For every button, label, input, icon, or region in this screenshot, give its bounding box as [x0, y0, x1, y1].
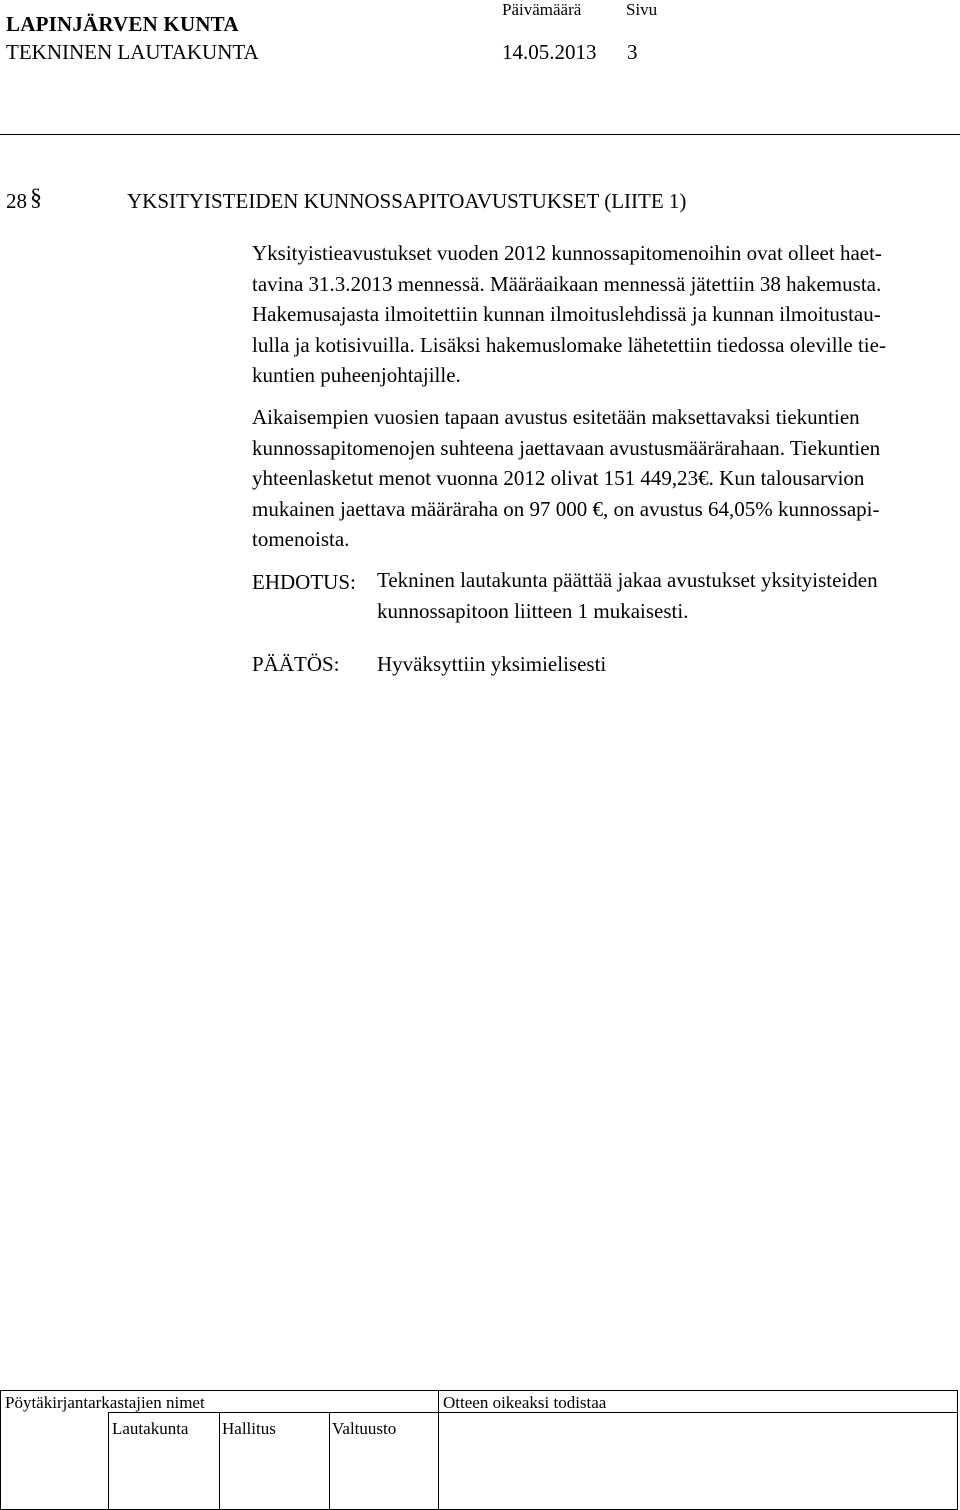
paragraph-line: lulla ja kotisivuilla. Lisäksi hakemuslomake lähetettiin tiedossa oleville tie-: [252, 332, 886, 357]
footer-divider: [329, 1412, 330, 1509]
meeting-date: 14.05.2013: [502, 40, 597, 64]
paragraph-line: mukainen jaettava määräraha on 97 000 €, on avustus 64,05% kunnossapi-: [252, 496, 880, 521]
paragraph-line: Hakemusajasta ilmoitettiin kunnan ilmoituslehdissä ja kunnan ilmoitustau-: [252, 302, 881, 326]
certified-label: Otteen oikeaksi todistaa: [443, 1393, 607, 1412]
column-hallitus: Hallitus: [222, 1419, 276, 1438]
paragraph-2: [252, 402, 952, 555]
footer-divider: [219, 1412, 220, 1509]
footer-top-border: [0, 1390, 958, 1391]
footer-divider: [108, 1412, 109, 1509]
signature-table: [0, 1390, 960, 1510]
paragraph-line: tomenoista.: [252, 527, 350, 551]
section-title: YKSITYISTEIDEN KUNNOSSAPITOAVUSTUKSET (LIITE 1): [127, 189, 687, 213]
date-label: Päivämäärä: [502, 0, 582, 19]
department-name: TEKNINEN LAUTAKUNTA: [6, 40, 259, 64]
footer-divider: [438, 1390, 439, 1509]
decision-label: PÄÄTÖS:: [252, 652, 340, 676]
page-label: Sivu: [626, 0, 658, 19]
paragraph-line: tavina 31.3.2013 mennessä. Määräaikaan mennessä jätettiin 38 hakemusta.: [252, 271, 882, 296]
checkers-label: Pöytäkirjantarkastajien nimet: [5, 1393, 205, 1412]
paragraph-line: Aikaisempien vuosien tapaan avustus esitetään maksettavaksi tiekuntien: [252, 405, 860, 429]
column-lautakunta: Lautakunta: [112, 1419, 189, 1438]
decision-text: Hyväksyttiin yksimielisesti: [377, 652, 607, 676]
header-divider: [0, 134, 960, 135]
proposal-text: [377, 565, 878, 626]
section-number: 28: [6, 189, 27, 213]
paragraph-line: Yksityistieavustukset vuoden 2012 kunnossapitomenoihin ovat olleet haet-: [252, 241, 882, 265]
column-valtuusto: Valtuusto: [332, 1419, 397, 1438]
organization-name: LAPINJÄRVEN KUNTA: [6, 12, 239, 36]
paragraph-line: yhteenlasketut menot vuonna 2012 olivat 151 449,23€. Kun talousarvion: [252, 466, 865, 490]
paragraph-line: kunnossapitomenojen suhteena jaettavaan avustusmäärärahaan. Tiekuntien: [252, 435, 881, 460]
proposal-line: kunnossapitoon liitteen 1 mukaisesti.: [377, 598, 689, 623]
paragraph-line: kuntien puheenjohtajille.: [252, 363, 461, 387]
proposal-line: Tekninen lautakunta päättää jakaa avustukset yksityisteiden: [377, 568, 878, 592]
proposal-label: EHDOTUS:: [252, 570, 356, 594]
paragraph-1: [252, 238, 952, 391]
section-mark: §: [30, 185, 42, 211]
page-number: 3: [627, 40, 638, 64]
footer-left-border: [0, 1390, 1, 1509]
footer-right-border: [957, 1390, 958, 1509]
